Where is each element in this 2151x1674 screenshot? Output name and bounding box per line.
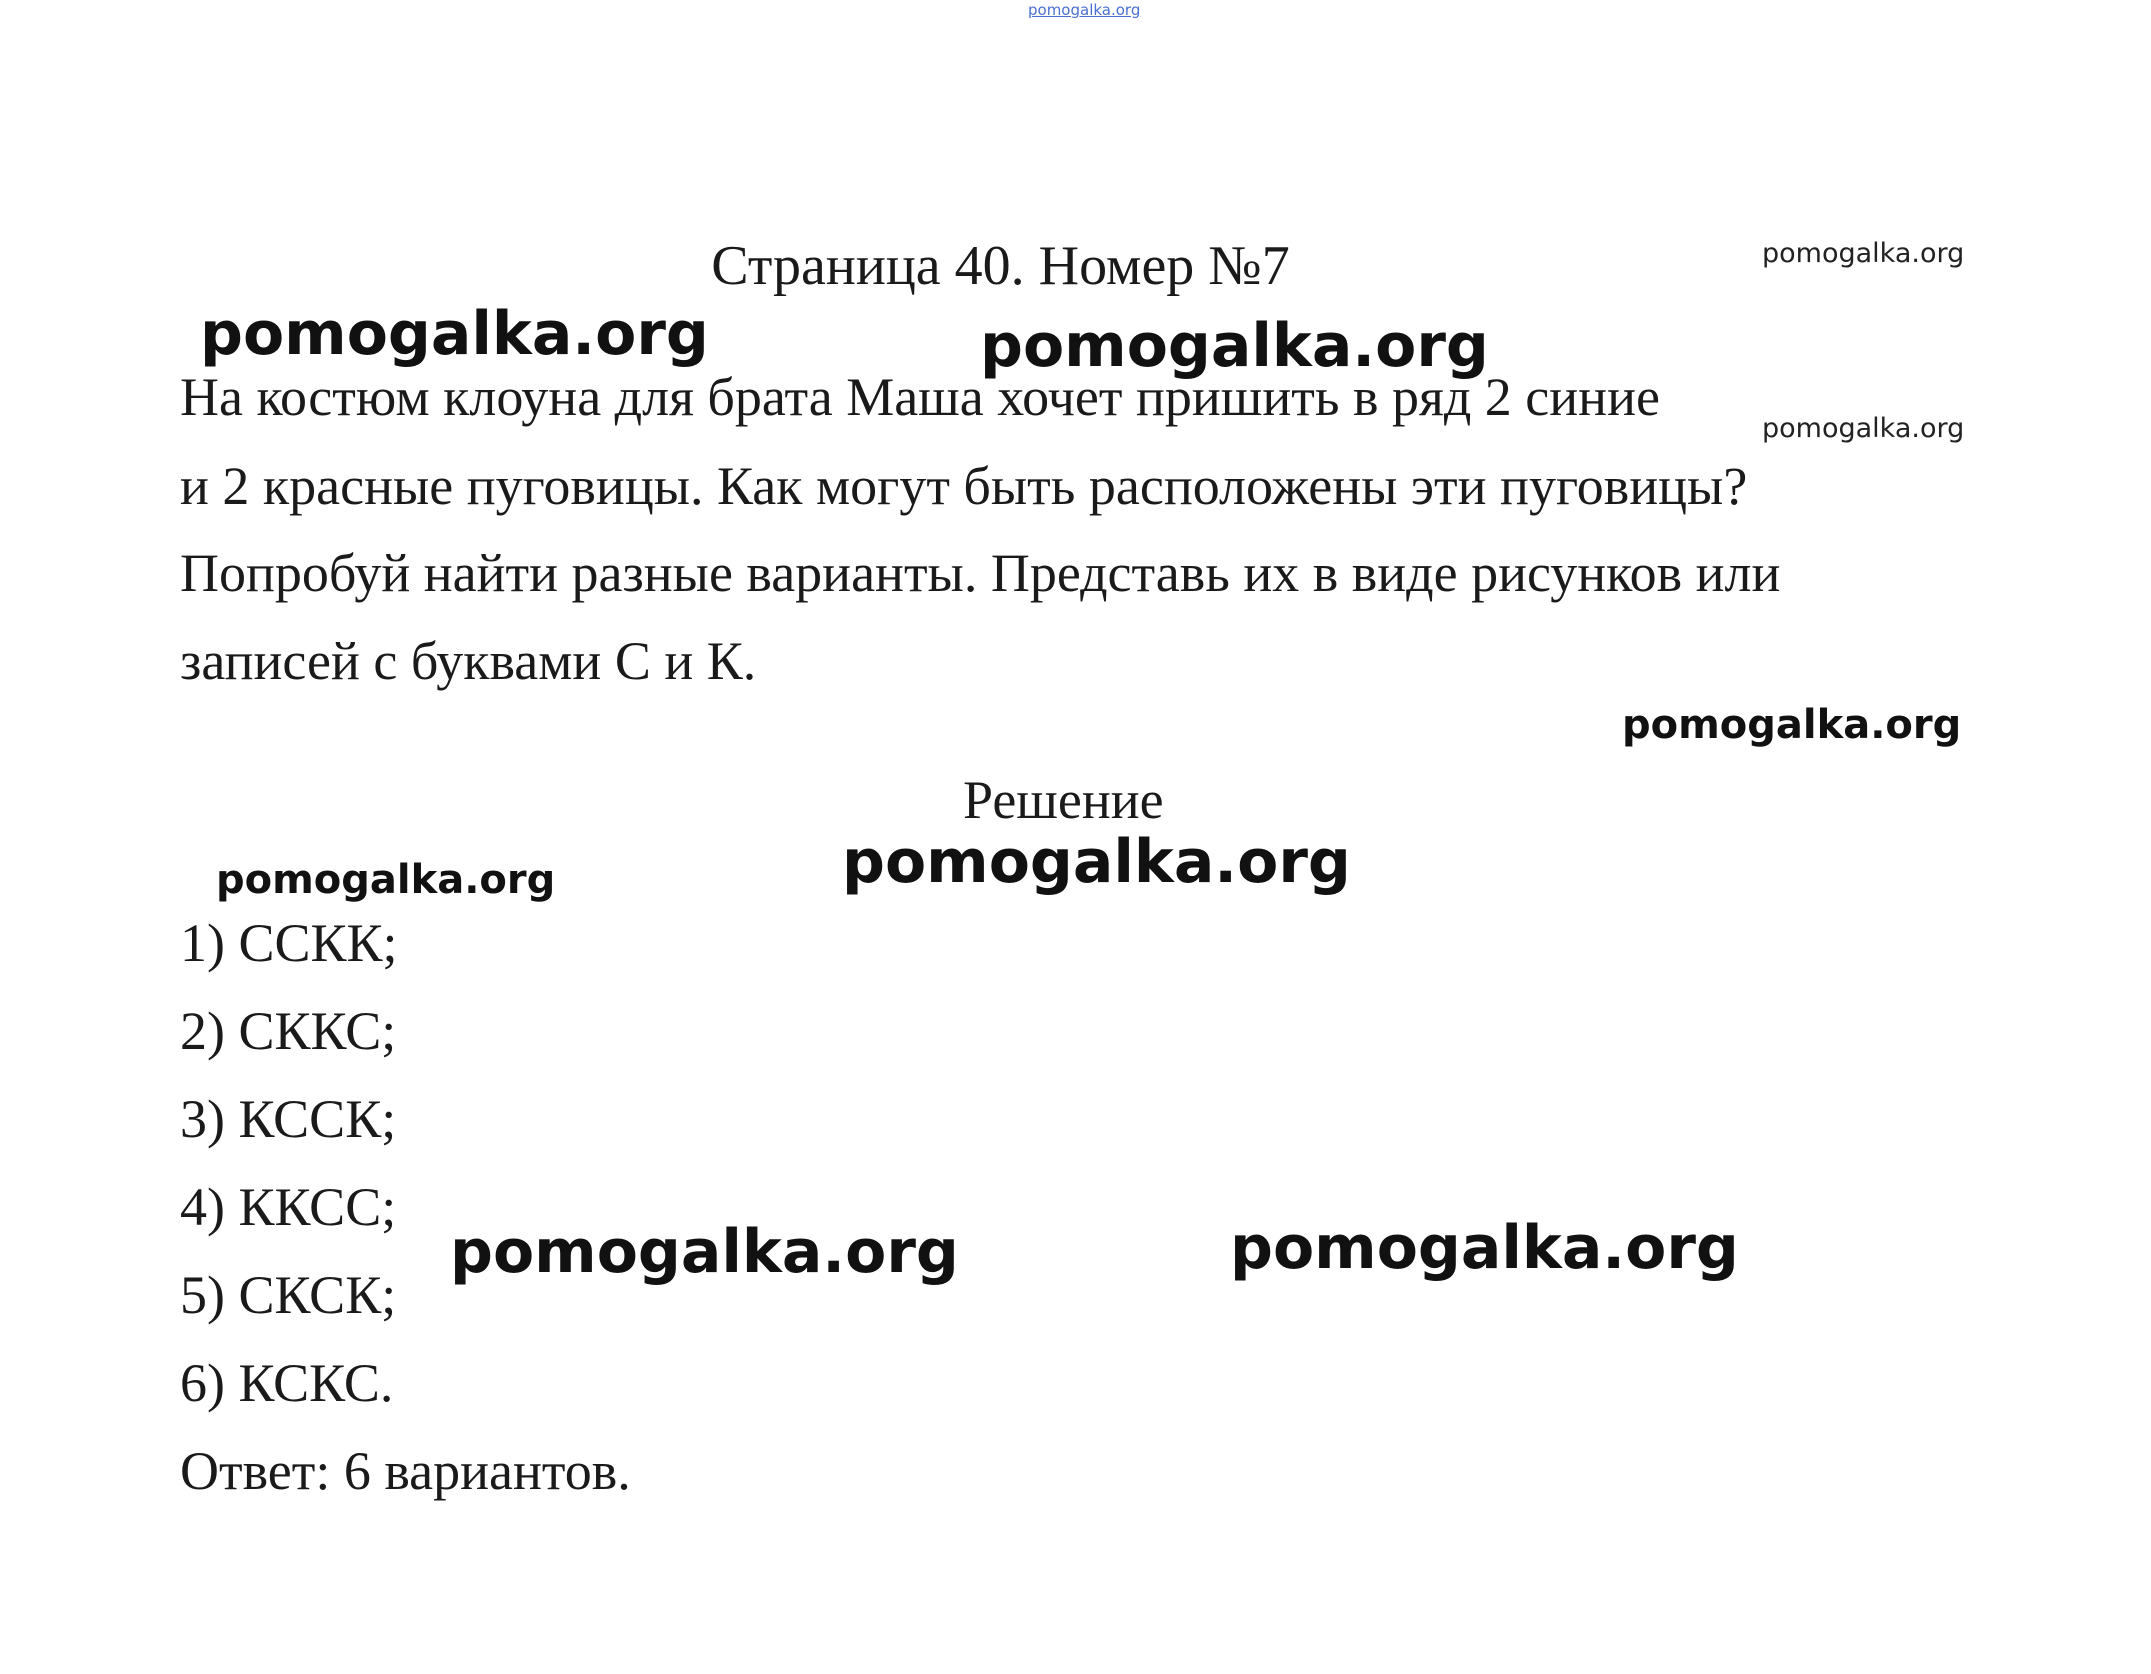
problem-line-3: Попробуй найти разные варианты. Представь их в виде рисунков или: [180, 543, 1781, 603]
solution-item-4: 4) ККСС;: [180, 1177, 397, 1237]
solution-item-5: 5) СКСК;: [180, 1265, 397, 1325]
watermark-bottom-left: pomogalka.org: [450, 1217, 959, 1287]
problem-line-2: и 2 красные пуговицы. Как могут быть расположены эти пуговицы?: [180, 456, 1748, 516]
solution-heading: Решение: [963, 770, 1164, 830]
page-title: [0, 235, 2151, 297]
watermark-bottom-right: pomogalka.org: [1230, 1213, 1739, 1283]
page-title-text: Страница 40. Номер №7: [711, 235, 1290, 297]
watermark-top[interactable]: pomogalka.org: [1028, 1, 1141, 19]
watermark-right-3: pomogalka.org: [1622, 702, 1962, 748]
solution-item-6: 6) КСКС.: [180, 1353, 394, 1413]
watermark-right-2: pomogalka.org: [1762, 413, 1965, 444]
watermark-center-1: pomogalka.org: [980, 311, 1489, 381]
watermark-left-2: pomogalka.org: [216, 857, 556, 903]
watermark-top-right: pomogalka.org: [1762, 238, 1965, 269]
solution-item-2: 2) СККС;: [180, 1001, 397, 1061]
answer-line: Ответ: 6 вариантов.: [180, 1441, 631, 1501]
solution-item-3: 3) КССК;: [180, 1089, 397, 1149]
problem-line-1: На костюм клоуна для брата Маша хочет пришить в ряд 2 синие: [180, 367, 1660, 427]
solution-item-1: 1) ССКК;: [180, 913, 398, 973]
watermark-center-2: pomogalka.org: [842, 827, 1351, 897]
watermark-left-1: pomogalka.org: [200, 299, 709, 369]
problem-line-4: записей с буквами С и К.: [180, 631, 757, 691]
